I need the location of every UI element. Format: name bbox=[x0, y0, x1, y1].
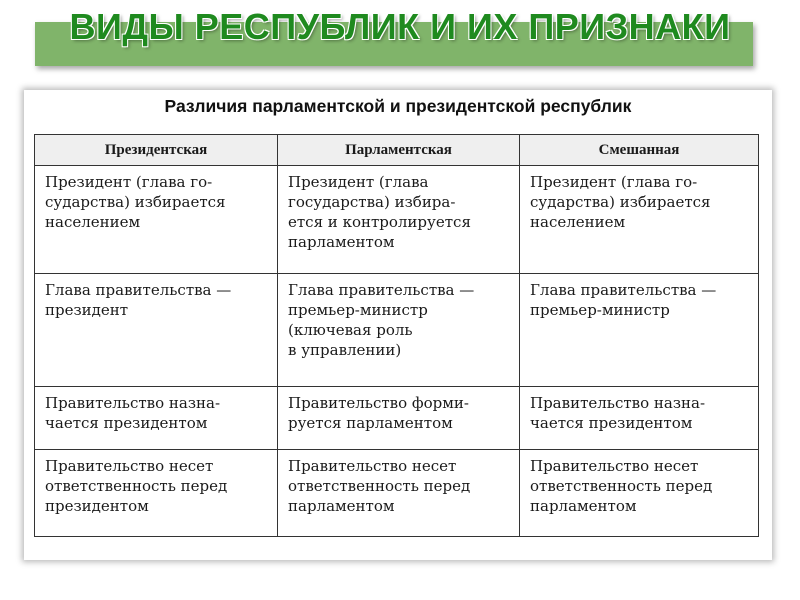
table-cell: Глава правительства — премьер-министр bbox=[520, 274, 759, 387]
table-cell: Правительство несет ответственность перед парламентом bbox=[278, 450, 520, 537]
table-cell: Правительство несет ответственность перед парламентом bbox=[520, 450, 759, 537]
table-cell: Правительство форми- руется парламентом bbox=[278, 387, 520, 450]
table-row bbox=[35, 166, 759, 274]
table-cell: Правительство назна- чается президентом bbox=[35, 387, 278, 450]
document-card bbox=[24, 90, 772, 560]
column-header-presidential: Президентская bbox=[35, 135, 278, 166]
table-cell: Правительство несет ответственность перед президентом bbox=[35, 450, 278, 537]
table-cell: Президент (глава го- сударства) избирается населением bbox=[520, 166, 759, 274]
comparison-table bbox=[34, 134, 759, 537]
table-row bbox=[35, 387, 759, 450]
table-row bbox=[35, 450, 759, 537]
table-cell: Правительство назна- чается президентом bbox=[520, 387, 759, 450]
table-cell: Президент (глава го- сударства) избирается населением bbox=[35, 166, 278, 274]
column-header-mixed: Смешанная bbox=[520, 135, 759, 166]
table-cell: Президент (глава государства) избира- ется и контролируется парламентом bbox=[278, 166, 520, 274]
table-cell: Глава правительства — президент bbox=[35, 274, 278, 387]
table-header-row bbox=[35, 135, 759, 166]
document-heading: Различия парламентской и президентской республик bbox=[164, 96, 632, 116]
column-header-parliamentary: Парламентская bbox=[278, 135, 520, 166]
table-cell: Глава правительства — премьер-министр (ключевая роль в управлении) bbox=[278, 274, 520, 387]
slide-title: ВИДЫ РЕСПУБЛИК И ИХ ПРИЗНАКИ bbox=[69, 6, 731, 47]
table-row bbox=[35, 274, 759, 387]
